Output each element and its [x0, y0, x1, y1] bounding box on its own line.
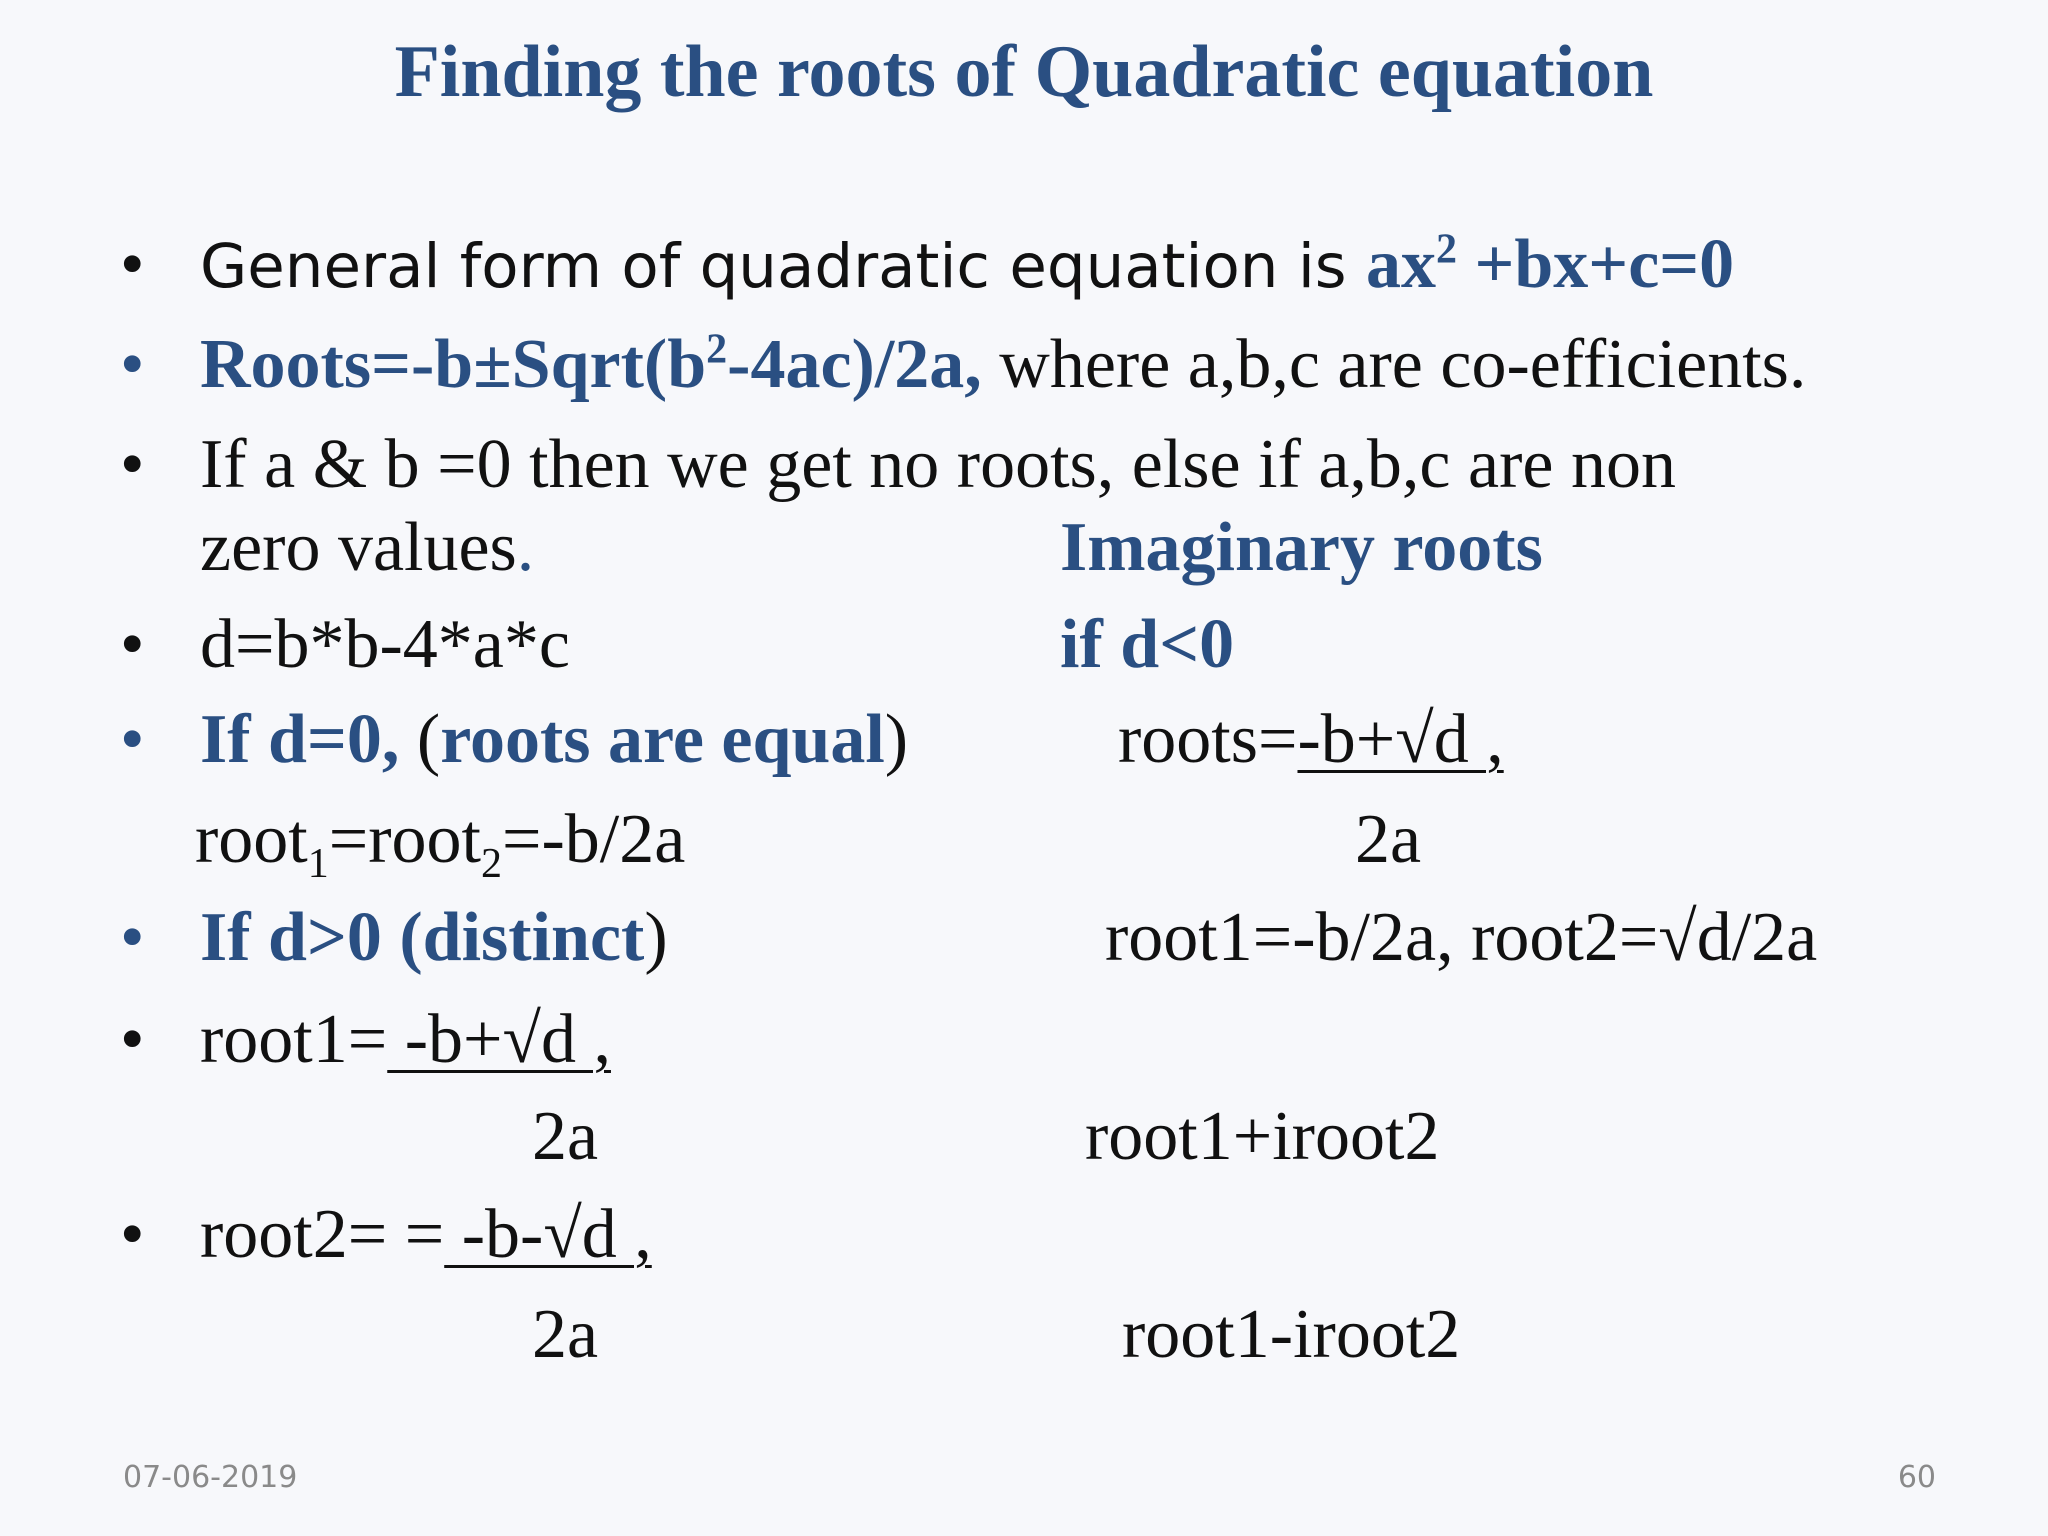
bullet-marker: •	[120, 701, 145, 778]
equation-base: ax	[1365, 226, 1436, 303]
condition-line-2	[200, 508, 534, 588]
footer-date: 07-06-2019	[123, 1460, 298, 1495]
slide-title: Finding the roots of Quadratic equation	[394, 31, 1654, 113]
condition-text: zero values	[200, 509, 517, 586]
bullet-marker: •	[120, 326, 145, 403]
root2-numerator: -b-√d ,	[444, 1196, 652, 1273]
root1-formula	[200, 1000, 611, 1080]
condition-line-1: If a & b =0 then we get no roots, else if a,b,c are non	[200, 426, 1676, 503]
general-form-text: General form of quadratic equation is	[200, 231, 1366, 302]
page-number: 60	[1897, 1460, 1936, 1495]
paren-close: )	[644, 899, 668, 976]
equal-roots-condition: If d=0,	[200, 701, 417, 778]
root1-denominator: 2a	[532, 1098, 599, 1175]
root2-denominator: 2a	[532, 1296, 599, 1373]
distinct-roots-label: If d>0 (distinct	[200, 899, 645, 976]
root-text: root	[195, 801, 308, 878]
condition-period: .	[516, 509, 535, 586]
paren-close: )	[884, 701, 909, 778]
root-text: =root	[328, 801, 482, 878]
equal-roots-label: roots are equal	[440, 701, 885, 778]
root-subscript: 1	[307, 841, 329, 887]
bullet-marker: •	[120, 606, 145, 683]
root2-formula	[200, 1195, 652, 1275]
roots-formula-exponent: 2	[706, 326, 728, 373]
distinct-roots-line	[200, 898, 668, 978]
imaginary-condition: if d<0	[1060, 606, 1235, 683]
equation-exponent: 2	[1435, 226, 1457, 273]
equal-roots-formula	[195, 800, 686, 887]
root2-prefix: root2= =	[200, 1196, 445, 1273]
bullet-marker: •	[120, 226, 145, 303]
general-form-equation	[1366, 226, 1734, 303]
equal-roots-line	[200, 700, 908, 780]
roots-formula	[200, 326, 982, 403]
root-subscript: 2	[481, 841, 503, 887]
roots-formula-part: Roots=-b±Sqrt(b	[200, 326, 707, 403]
bullet-marker: •	[120, 1001, 145, 1078]
imaginary-roots-formula	[1118, 700, 1504, 780]
bullet-marker: •	[120, 426, 145, 503]
equation-rest: +bx+c=0	[1456, 226, 1735, 303]
roots-prefix: roots=	[1118, 701, 1298, 778]
root-text: =-b/2a	[502, 801, 686, 878]
roots-numerator: -b+√d ,	[1297, 701, 1504, 778]
root1-prefix: root1=	[200, 1001, 388, 1078]
discriminant-formula: d=b*b-4*a*c	[200, 606, 570, 683]
paren-open: (	[416, 701, 441, 778]
roots-formula-note: where a,b,c are co-efficients.	[981, 326, 1807, 403]
root1-numerator: -b+√d ,	[387, 1001, 611, 1078]
complex-root-difference: root1-iroot2	[1122, 1296, 1461, 1373]
bullet-marker: •	[120, 1196, 145, 1273]
roots-formula-line	[200, 325, 1806, 405]
general-form-line	[200, 225, 1734, 305]
imaginary-roots-heading: Imaginary roots	[1060, 509, 1543, 586]
bullet-marker: •	[120, 899, 145, 976]
roots-formula-part: -4ac)/2a,	[727, 326, 982, 403]
imaginary-denominator: 2a	[1355, 801, 1422, 878]
imaginary-root-pair: root1=-b/2a, root2=√d/2a	[1105, 899, 1818, 976]
complex-root-sum: root1+iroot2	[1085, 1098, 1440, 1175]
